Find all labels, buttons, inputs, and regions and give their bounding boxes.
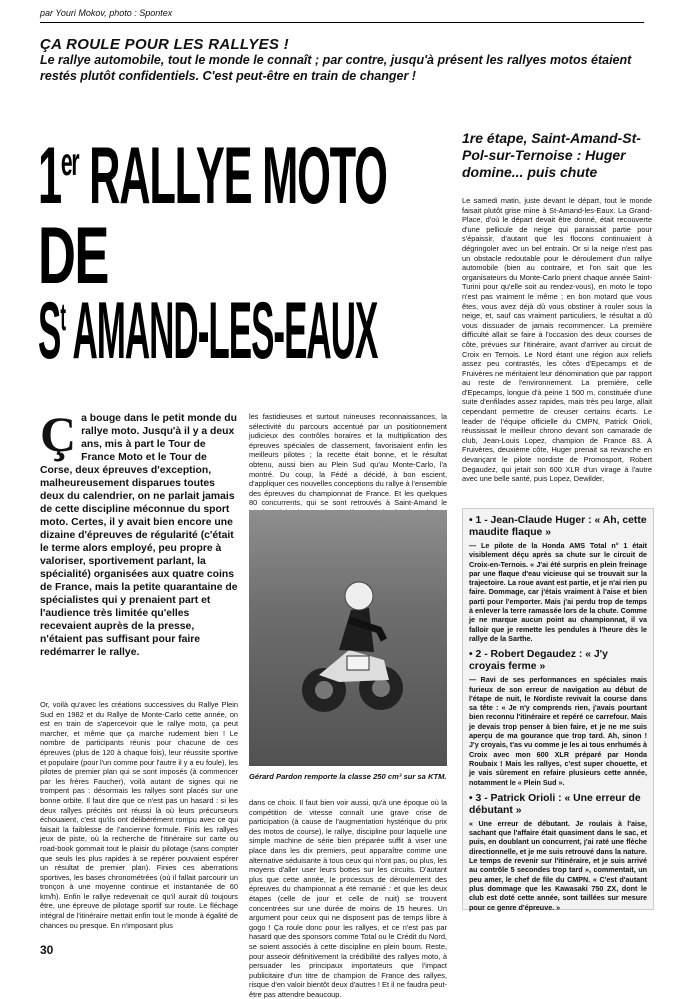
headline: ÇA ROULE POUR LES RALLYES ! [40, 36, 289, 53]
byline: par Youri Mokov, photo : Spontex [40, 8, 173, 18]
motorcycle-rider-icon [289, 560, 409, 720]
lead-text: a bouge dans le petit monde du rallye moto. Jusqu'à il y a deux ans, mis à part le Tour de France Moto et le Tour de Corse, deux épreuves d'exception, malheureusement disparues toutes deux du calendrier, on ne parlait jamais de cette discipline méconnue du sport moto. Certes, il y avait bien encore une dizaine d'épreuves de régularité (c'était le terme alors employé, peu propre à valoriser, sportivement parlant, la spécialité) organisées aux quatre coins de France, mais la petite quarantaine de spécialistes qui y prenaient part et l'audience très limitée qu'elles recevaient auprès de la presse, n'étaient pas suffisant pour faire redémarrer le rallye. [40, 413, 238, 658]
body-column-3: Le samedi matin, juste devant le départ, tout le monde faisait plutôt grise mine à St-Amand-les-Eaux. La Grand-Place, d'où le départ devait être donné, était recouverte d'une pellicule de neige qui paraissait partie pour s'épaissir, d'autant que les flocons continuaient à dégringoler avec un bel entrain. Or si la neige n'est pas un obstacle redoutable pour le déroulement d'un rallye automobile (bien au contraire, et l'on sait que les organisateurs du Monte-Carlo prient chaque année Saint-Turini pour qu'elle soit au rendez-vous), en moto le topo n'est pas vraiment le même ; en bon motard que vous êtes, vous avez déjà dû vous obstiner à rouler sous la neige, et, sauf cas vraiment particuliers, le résultat a dû vous dissuader de jamais recommencer. La première difficulté allait se faire à l'occasion des deux courses de côte, prévues sur l'itinéraire, avant d'arriver au circuit de Croix en Ternois. Le Nord étant une région aux reliefs assez peu contrastés, les côtes d'Epecamps et de Fruivères ne méritaient leur dénomination que par rapport au reste de l'environnement. La première, celle d'Epecamps, longue d'à peine 1 500 m, constituée d'une suite d'enfilades assez rapides, mais très peu large, allait cependant permettre de creuser certains écarts. Le leader de l'équipe officielle du CMPN, Patrick Orioli, réussissait le meilleur chrono devant son camarade de club, Jean-Louis Lopez, champion de France 83. A Fruivères, deuxième côte, Huger prenait sa revanche en devançant le pilote nordiste de Promosport, Robert Degaudez, qui jetait son 600 XLR d'un virage à l'autre avec une belle santé, puis Lopez, Dewilder, [462, 196, 652, 484]
quote-text-1: — Le pilote de la Honda AMS Total n° 1 était visiblement déçu après sa chute sur le circuit de Croix-en-Ternois. « J'ai été surpris en plein freinage par une flaque d'eau vicieuse qui se trouvait sur la trajectoire. La roue avant est partie, et je n'ai rien pu faire. Dommage, car j'étais vraiment à l'aise et bien parti pour l'emporter. Mais j'ai perdu trop de temps à enlever la terre ramassée lors de la chute. Comme je ne marque aucun point au championnat, il va falloir que je remette les pendules à l'heure dès le rallye de la Sarthe. [469, 541, 647, 643]
title-saint-s: S [38, 285, 61, 376]
title-rallye-moto: RALLYE MOTO [89, 130, 387, 221]
quotes-box [462, 508, 654, 910]
title-ordinal-sup: er [60, 140, 79, 185]
body-column-2-bottom: dans ce choix. Il faut bien voir aussi, qu'à une époque où la compétition de vitesse connaît une grave crise de participation (à cause de l'augmentation hystérique du prix des motos de course), le rallye, discipline pour laquelle une simple machine de série bien préparée suffit à viser une place dans les dix premiers, peut apparaître comme une alternative séduisante à tous ceux qui n'ont pas, ou plus, les moyens d'aller user leurs bottes sur les circuits. D'autant plus que cette année, le processus de déroulement des épreuves du championnat a été remanié : et que les deux étapes (celle de jour et celle de nuit) se trouvent concentrées sur une durée de moins de 15 heures. Un argument pour ceux qui ne disposent pas de temps libre à gogo ! Ça roule donc pour les rallyes, et ce n'est pas par hasard que des sponsors comme Total ou le Crédit du Nord, se soient associés à cette discipline en plein boum. Reste, pour asseoir définitivement la crédibilité des rallyes moto, à persuader les principaux importateurs que l'impact publicitaire d'un titre de champion de France des rallyes, risque d'en valoir bientôt deux d'autres ! Et il ne faudra peut-être pas attendre beaucoup. [249, 798, 447, 999]
quote-text-3: « Une erreur de débutant. Je roulais à l'aise, sachant que l'affaire était quasiment dans le sac, et puis, en doublant un concurrent, j'ai raté une flèche directionnelle, et je me suis retrouvé dans la nature. Le temps de revenir sur l'itinéraire, et je suis arrivé au contrôle 5 secondes trop tard », commentait, un peu amer, le chef de file du CMPN. « C'est d'autant plus dommage que les Kawasaki 750 ZX, dont le club est doté cette année, sont taillées sur mesure pour ce genre d'épreuve. » [469, 818, 647, 912]
title-line-3 [38, 285, 378, 376]
header-rule [40, 22, 644, 23]
quote-heading-3: • 3 - Patrick Orioli : « Une erreur de débutant » [469, 792, 641, 816]
standfirst: Le rallye automobile, tout le monde le connaît ; par contre, jusqu'à présent les rallyes motos étaient restés plutôt confidentiels. C'est peut-être en train de changer ! [40, 53, 632, 83]
title-line-1 [38, 130, 387, 221]
page-number: 30 [40, 943, 54, 957]
title-place: AMAND-LES-EAUX [72, 285, 378, 376]
lead-paragraph [40, 406, 238, 659]
title-ordinal: 1 [38, 130, 61, 221]
body-column-1: Or, voilà qu'avec les créations successives du Rallye Plein Sud en 1982 et du Rallye de Monte-Carlo cette année, on est en train de s'apercevoir que le rallye moto, ça peut marcher, et même que ça marche rudement bien ! Le nombre de participants réunis pour chacune de ces épreuves (plus de 120 à chaque fois), leur réussite sportive et populaire (pour l'un comme pour l'autre il y a eu foule), les pilotes de premier plan qui se sont imposés (à commencer par les frères Faucher), voilà autant de signes qui ne trompent pas : désormais les rallyes sont placés sur une bonne orbite. Il faut dire que ce n'est pas un hasard : si les deux rallyes précités ont réussi là où leurs précurseurs échouaient, c'est qu'ils ont délibérément rompu avec ce qui faisait la faiblesse de l'ancienne formule. Finis les rallyes jeux de piste, où la recherche de l'itinéraire sur carte ou road-book gommait tout le plaisir du pilotage (sans compter que seuls les plus rapides à se repérer pouvaient espérer un résultat de premier plan). Finies ces aberrations sportives, les bases chronométrées (où il fallait parcourir un tronçon à une moyenne continue et instantanée de 60 km/h). Enfin le rallye redevenait ce qu'il aurait dû toujours être, une épreuve de pilotage sportif sur route. Le fléchage intégral de l'itinéraire mettait enfin tout le monde à égalité de chances ou presque. En n'imposant plus [40, 700, 238, 930]
photo-caption: Gérard Pardon remporte la classe 250 cm³ sur sa KTM. [249, 772, 447, 781]
quote-heading-2: • 2 - Robert Degaudez : « J'y croyais ferme » [469, 649, 608, 673]
race-photo [249, 510, 447, 766]
title-line-2: DE [38, 210, 108, 301]
stage-subtitle: 1re étape, Saint-Amand-St-Pol-sur-Ternoise : Huger domine... puis chute [462, 130, 641, 180]
body-column-2-top: les fastidieuses et surtout ruineuses reconnaissances, la sélectivité du parcours accentué par un positionnement judicieux des contrôles horaires et la multiplication des épreuves spéciales de classement, favorisaient enfin les meilleurs pilotes ; la recette était bonne, et le résultat obtenu, aussi bien au Plein Sud qu'au Monte-Carlo, l'a montré. Du coup, la Fédé a décidé, à bon escient, d'appliquer ces nouvelles conceptions du rallye à l'ensemble des épreuves du championnat de France. Et les quelques 80 concurrents, qui se sont retrouvés à Saint-Amand le [249, 412, 447, 508]
quote-heading-1: • 1 - Jean-Claude Huger : « Ah, cette maudite flaque » [469, 515, 647, 538]
drop-cap: Ç [40, 406, 77, 462]
title-saint-sup: t [60, 295, 66, 340]
quote-text-2: — Ravi de ses performances en spéciales mais furieux de son erreur de navigation au début de l'étape de nuit, le Nordiste revivait la course dans sa tête : « Je n'y comprends rien, j'avais pourtant bien reconnu l'itinéraire et repéré ce carrefour. Mais je devais trop penser à bien faire, et je ne me suis aperçu de ma gourance que trop tard. Ah, sinon ! J'y croyais, t'as vu comme je les ai tous enrhumés à Croix avec mon 600 XLR préparé par Honda Roubaix ! Mais les rallyes, c'est super chouette, et je vais sûrement en refaire plusieurs cette année, notamment le « Plein Sud ». [469, 675, 647, 787]
